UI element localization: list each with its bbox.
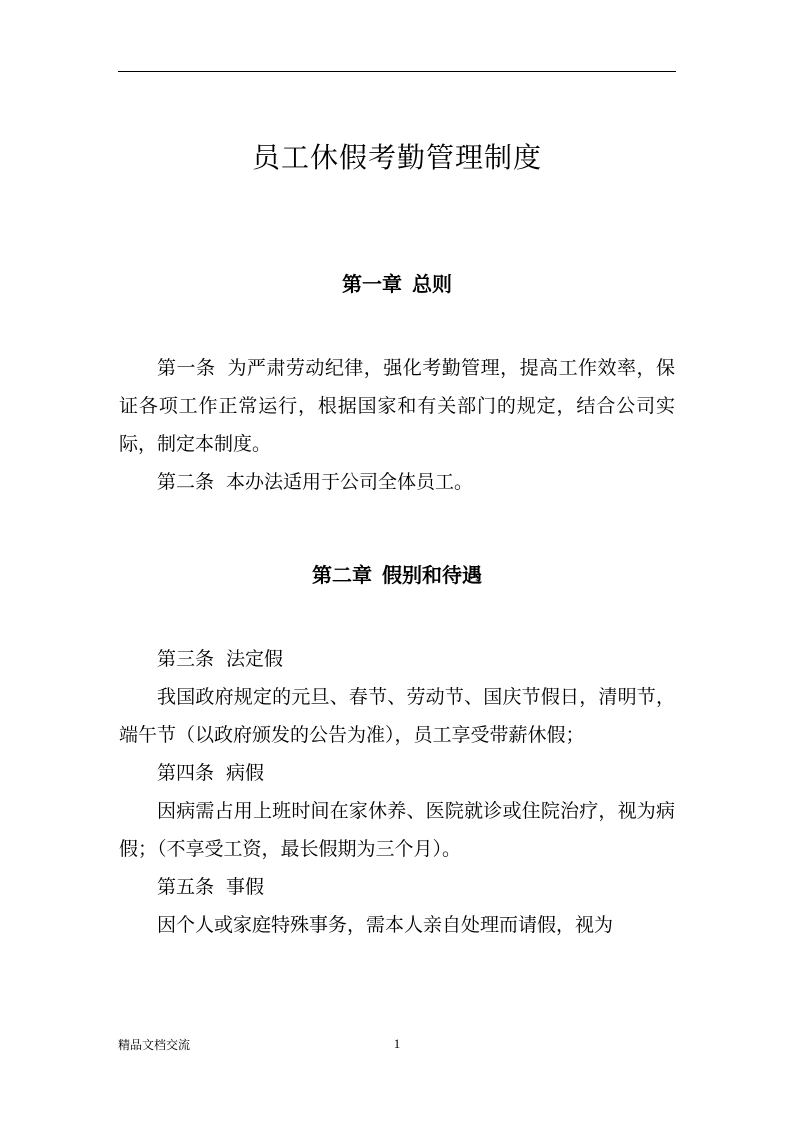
chapter-1-name: 总则 — [412, 272, 452, 296]
article-4-title: 病假 — [226, 762, 265, 784]
article-1-text: 为严肃劳动纪律，强化考勤管理，提高工作效率，保证各项工作正常运行，根据国家和有关部门的规定，结合公司实际，制定本制度。 — [119, 357, 675, 455]
header-rule — [118, 71, 676, 72]
chapter-2-name: 假别和待遇 — [382, 563, 482, 587]
article-2-label: 第二条 — [157, 471, 215, 493]
article-5-title: 事假 — [226, 876, 265, 898]
article-1-label: 第一条 — [157, 357, 216, 379]
page-number: 1 — [393, 1036, 401, 1051]
article-4-body: 因病需占用上班时间在家休养、医院就诊或住院治疗，视为病假；（不享受工资，最长假期为三个月）。 — [119, 800, 675, 860]
article-3-label: 第三条 — [157, 648, 215, 670]
chapter-2-number: 第二章 — [312, 563, 372, 587]
article-2-text: 本办法适用于公司全体员工。 — [226, 471, 474, 493]
article-5-body: 因个人或家庭特殊事务，需本人亲自处理而请假，视为 — [157, 914, 614, 936]
article-4-label: 第四条 — [157, 762, 215, 784]
chapter-1-body — [119, 349, 675, 501]
article-3-body: 我国政府规定的元旦、春节、劳动节、国庆节假日，清明节，端午节（以政府颁发的公告为准），员工享受带薪休假； — [119, 686, 675, 746]
article-5-label: 第五条 — [157, 876, 215, 898]
article-3-heading — [119, 640, 675, 678]
article-3-title: 法定假 — [226, 648, 284, 670]
article-5-heading — [119, 868, 675, 906]
article-4-heading — [119, 754, 675, 792]
chapter-1-heading — [0, 270, 794, 298]
document-title: 员工休假考勤管理制度 — [251, 141, 542, 174]
chapter-1-number: 第一章 — [342, 272, 402, 296]
chapter-2-heading — [0, 561, 794, 589]
chapter-2-body — [119, 640, 675, 944]
article-2 — [119, 463, 675, 501]
article-1 — [119, 349, 675, 463]
footer-label: 精品文档交流 — [118, 1038, 191, 1052]
